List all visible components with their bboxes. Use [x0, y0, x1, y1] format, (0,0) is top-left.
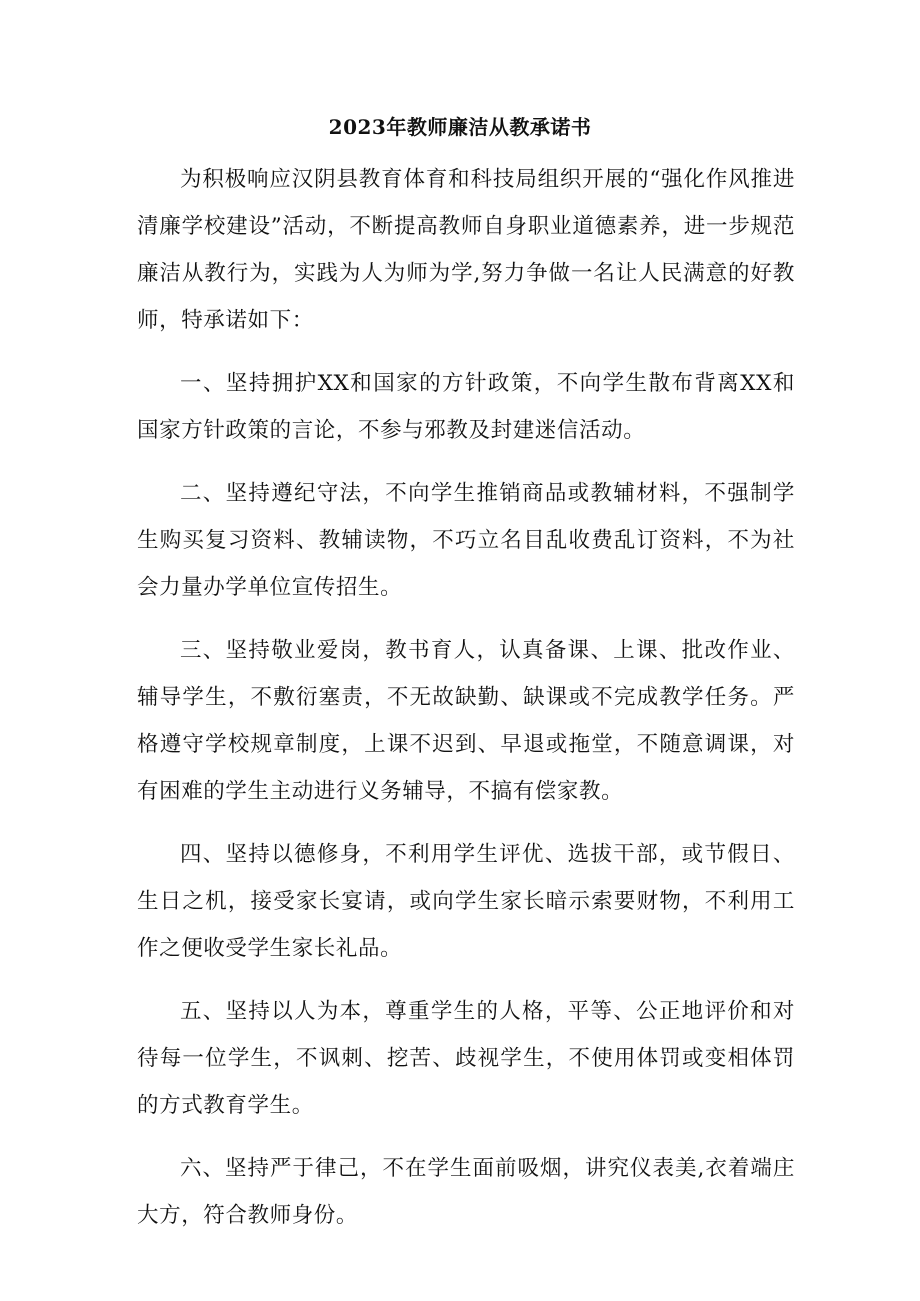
- commitment-paragraph-6: 六、坚持严于律己，不在学生面前吸烟，讲究仪表美,衣着端庄大方，符合教师身份。: [137, 1156, 795, 1228]
- document-title: 2023年教师廉洁从教承诺书: [328, 115, 592, 139]
- commitment-paragraph-4: 四、坚持以德修身，不利用学生评优、选拔干部，或节假日、生日之机，接受家长宴请，或向学生家长暗示索要财物，不利用工作之便收受学生家长礼品。: [137, 842, 795, 961]
- intro-paragraph: 为积极响应汉阴县教育体育和科技局组织开展的“强化作风推进清廉学校建设”活动，不断提高教师自身职业道德素养，进一步规范廉洁从教行为，实践为人为师为学,努力争做一名让人民满意的好教师，特承诺如下：: [137, 167, 795, 333]
- commitment-paragraph-3: 三、坚持敬业爱岗，教书育人，认真备课、上课、批改作业、辅导学生，不敷衍塞责，不无故缺勤、缺课或不完成教学任务。严格遵守学校规章制度，上课不迟到、早退或拖堂，不随意调课，对有困难的学生主动进行义务辅导，不搞有偿家教。: [137, 638, 795, 804]
- commitment-paragraph-2: 二、坚持遵纪守法，不向学生推销商品或教辅材料，不强制学生购买复习资料、教辅读物，不巧立名目乱收费乱订资料，不为社会力量办学单位宣传招生。: [137, 481, 795, 600]
- document-body: [137, 156, 795, 1239]
- commitment-paragraph-1: 一、坚持拥护XX和国家的方针政策，不向学生散布背离XX和国家方针政策的言论，不参与邪教及封建迷信活动。: [137, 371, 795, 443]
- commitment-paragraph-5: 五、坚持以人为本，尊重学生的人格，平等、公正地评价和对待每一位学生，不讽刺、挖苦、歧视学生，不使用体罚或变相体罚的方式教育学生。: [137, 999, 795, 1118]
